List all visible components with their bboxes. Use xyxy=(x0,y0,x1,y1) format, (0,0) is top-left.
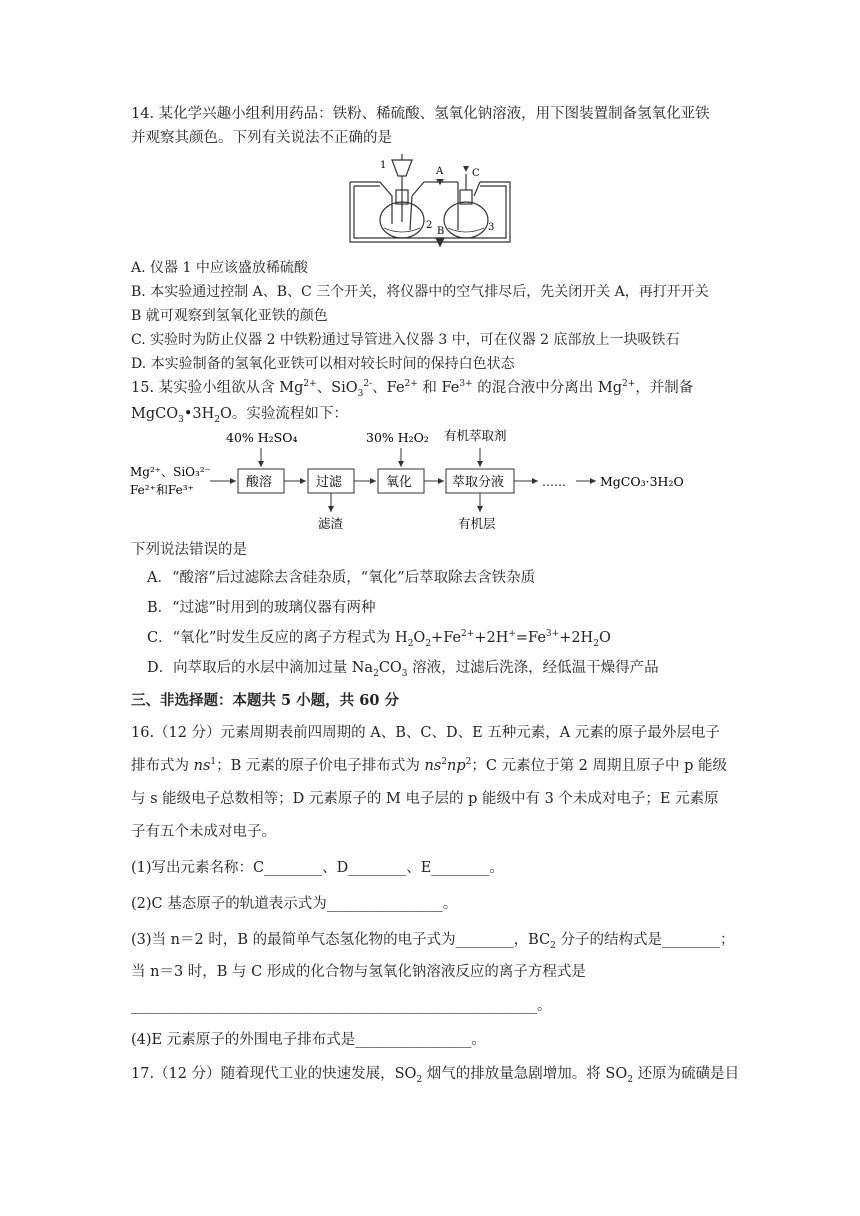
section-3-heading: 三、非选择题：本题共 5 小题，共 60 分 xyxy=(131,692,399,709)
q15-option-c: C．“氧化”时发生反应的离子方程式为 $H_2O_2+Fe^{2+}+2H^+=Fe^{3+}+2H_2O$ xyxy=(147,629,611,649)
label-3: 3 xyxy=(488,222,495,233)
q14-stem-line1: 14. 某化学兴趣小组利用药品：铁粉、稀硫酸、氢氧化钠溶液，用下图装置制备氢氧化亚铁 xyxy=(131,106,710,122)
box-extract: 萃取分液 xyxy=(452,475,505,490)
box-filter: 过滤 xyxy=(316,475,343,490)
q14-stem-line2: 并观察其颜色。下列有关说法不正确的是 xyxy=(131,130,392,146)
q15-option-a: A．“酸溶”后过滤除去含硅杂质，“氧化”后萃取除去含铁杂质 xyxy=(147,570,536,586)
box-acid-dissolve: 酸溶 xyxy=(246,475,273,490)
q14-option-a: A. 仪器 1 中应该盛放稀硫酸 xyxy=(131,260,308,276)
q15-intro: 下列说法错误的是 xyxy=(131,542,247,558)
q15-stem-line2: $MgCO_3•3H_2O$。实验流程如下： xyxy=(131,406,348,425)
box-oxidize: 氧化 xyxy=(386,475,413,490)
label-1: 1 xyxy=(380,160,387,171)
q15-stem-line1: 15. 某实验小组欲从含 $Mg^{2+}$、SiO$_3^{2-}$、$Fe^{2+}$ 和 $Fe^{3+}$ 的混合液中分离出 $Mg^{2+}$，并制备 xyxy=(131,379,694,399)
q15-option-b: B．“过滤”时用到的玻璃仪器有两种 xyxy=(147,600,376,616)
q14-apparatus-diagram xyxy=(340,152,520,252)
reagent-h2so4: 40% H₂SO₄ xyxy=(226,430,298,445)
start-ions-line1: Mg²⁺、SiO₃²⁻ xyxy=(130,465,211,479)
label-B: B xyxy=(437,226,445,237)
q16-line1: 16.（12 分）元素周期表前四周期的 A、B、C、D、E 五种元素，A 元素的原子最外层电子 xyxy=(131,725,720,741)
q16-line3: 与 s 能级电子总数相等；D 元素原子的 M 电子层的 p 能级中有 3 个未成对电子；E 元素原 xyxy=(131,791,719,807)
start-ions-line2: Fe²⁺和Fe³⁺ xyxy=(130,483,194,497)
q16-part4: (4)E 元素原子的外围电子排布式是________________。 xyxy=(131,1032,486,1048)
reagent-extractant: 有机萃取剂 xyxy=(444,428,507,443)
output-residue: 滤渣 xyxy=(318,516,344,531)
q16-part3-line2: 当 n＝3 时，B 与 C 形成的化合物与氢氧化钠溶液反应的离子方程式是 xyxy=(131,964,586,980)
q15-option-d: D．向萃取后的水层中滴加过量 $Na_2CO_3$ 溶液，过滤后洗涤，经低温干燥得产品 xyxy=(147,660,659,679)
label-A: A xyxy=(436,166,444,177)
q14-option-c: C. 实验时为防止仪器 2 中铁粉通过导管进入仪器 3 中，可在仪器 2 底部放上一块吸铁石 xyxy=(131,332,680,348)
output-organic-layer: 有机层 xyxy=(458,516,496,531)
q16-part1: (1)写出元素名称：C________、D________、E________。 xyxy=(131,860,504,876)
q15-flow-diagram xyxy=(130,426,700,536)
q14-option-b-line2: B 就可观察到氢氧化亚铁的颜色 xyxy=(131,308,328,324)
reagent-h2o2: 30% H₂O₂ xyxy=(366,430,429,445)
label-C: C xyxy=(472,168,480,179)
label-2: 2 xyxy=(426,220,433,231)
flow-dots: …… xyxy=(542,475,566,489)
q14-option-b-line1: B. 本实验通过控制 A、B、C 三个开关，将仪器中的空气排尽后，先关闭开关 A，再打开开关 xyxy=(131,284,709,300)
q17-line1: 17.（12 分）随着现代工业的快速发展，$SO_2$ 烟气的排放量急剧增加。将 $SO_2$ 还原为硫磺是目 xyxy=(131,1066,740,1085)
q16-line2: 排布式为 $ns^1$；B 元素的原子价电子排布式为 $ns^2np^2$；C 元素位于第 2 周期且原子中 p 能级 xyxy=(131,757,728,774)
q16-part2: (2)C 基态原子的轨道表示式为________________。 xyxy=(131,896,458,912)
product-label: MgCO₃·3H₂O xyxy=(600,474,684,489)
q16-line4: 子有五个未成对电子。 xyxy=(131,824,276,840)
q16-part3-blank: ________________________________________________________。 xyxy=(131,998,552,1014)
q16-part3-line1: (3)当 n＝2 时，B 的最简单气态氢化物的电子式为________，$BC_2$ 分子的结构式是________； xyxy=(131,932,735,951)
q14-option-d: D. 本实验制备的氢氧化亚铁可以相对较长时间的保持白色状态 xyxy=(131,356,515,372)
